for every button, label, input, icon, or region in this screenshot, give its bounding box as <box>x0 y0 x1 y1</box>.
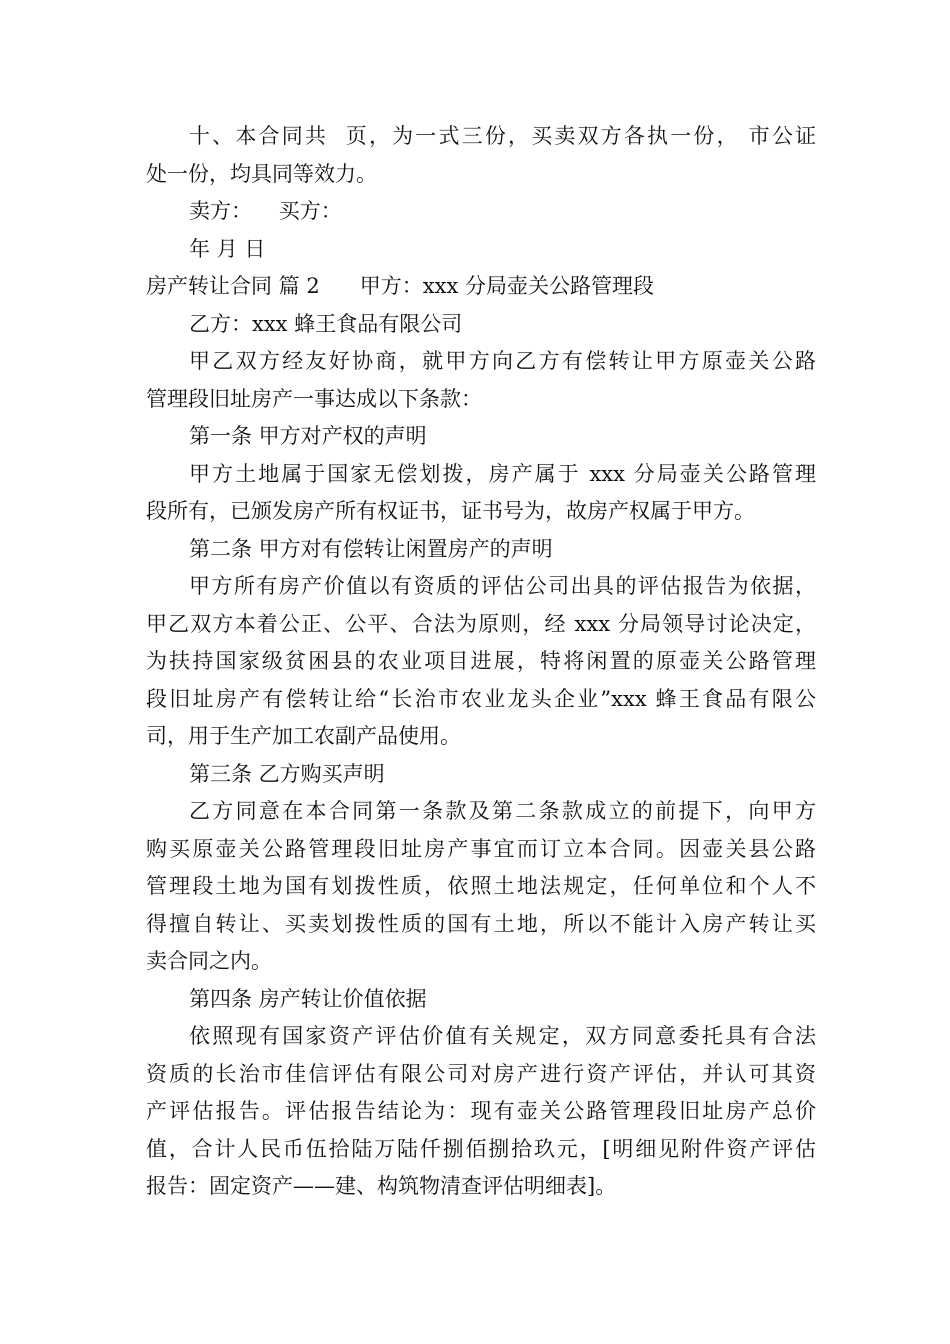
text-line: 得擅自转让、买卖划拨性质的国有土地，所以不能计入房产转让买 <box>146 911 816 936</box>
text-line: 十、本合同共 页，为一式三份，买卖双方各执一份， 市公证 <box>189 124 816 148</box>
clause-heading: 第二条 甲方对有偿转让闲置房产的声明 <box>189 536 553 561</box>
text-line: 管理段土地为国有划拨性质，依照土地法规定，任何单位和个人不 <box>146 874 816 898</box>
clause-heading: 第三条 乙方购买声明 <box>189 761 385 786</box>
text-line: 乙方：xxx 蜂王食品有限公司 <box>189 311 463 336</box>
text-line: 产评估报告。评估报告结论为：现有壶关公路管理段旧址房产总价 <box>146 1099 816 1123</box>
text-line: 报告：固定资产——建、构筑物清查评估明细表]。 <box>146 1174 617 1198</box>
text-line: 卖合同之内。 <box>146 949 272 973</box>
text-line: 值，合计人民币伍拾陆万陆仟捌佰捌拾玖元，[明细见附件资产评估 <box>146 1136 816 1161</box>
text-line: 资质的长治市佳信评估有限公司对房产进行资产评估，并认可其资 <box>146 1061 816 1086</box>
text-line: 甲乙双方本着公正、公平、合法为原则，经 xxx 分局领导讨论决定， <box>146 611 816 636</box>
text-line: 管理段旧址房产一事达成以下条款： <box>146 386 482 411</box>
text-line: 司，用于生产加工农副产品使用。 <box>146 724 461 748</box>
section-heading: 房产转让合同 篇 2 甲方：xxx 分局壶关公路管理段 <box>146 274 654 298</box>
text-line: 处一份，均具同等效力。 <box>146 161 377 186</box>
text-line: 购买原壶关公路管理段旧址房产事宜而订立本合同。因壶关县公路 <box>146 836 816 861</box>
clause-heading: 第四条 房产转让价值依据 <box>189 986 427 1011</box>
signature-line: 卖方： 买方： <box>189 199 342 223</box>
text-line: 甲乙双方经友好协商，就甲方向乙方有偿转让甲方原壶关公路 <box>189 349 816 373</box>
date-line: 年 月 日 <box>189 236 266 261</box>
text-line: 为扶持国家级贫困县的农业项目进展，特将闲置的原壶关公路管理 <box>146 649 816 673</box>
text-line: 依照现有国家资产评估价值有关规定，双方同意委托具有合法 <box>189 1024 816 1048</box>
text-line: 段所有，已颁发房产所有权证书，证书号为，故房产权属于甲方。 <box>146 499 755 523</box>
document-body <box>146 118 816 1206</box>
clause-heading: 第一条 甲方对产权的声明 <box>189 424 427 448</box>
text-line: 甲方土地属于国家无偿划拨，房产属于 xxx 分局壶关公路管理 <box>189 461 816 486</box>
text-line: 段旧址房产有偿转让给“长治市农业龙头企业”xxx 蜂王食品有限公 <box>146 686 816 711</box>
text-line: 甲方所有房产价值以有资质的评估公司出具的评估报告为依据， <box>189 574 816 598</box>
text-line: 乙方同意在本合同第一条款及第二条款成立的前提下，向甲方 <box>189 799 816 823</box>
